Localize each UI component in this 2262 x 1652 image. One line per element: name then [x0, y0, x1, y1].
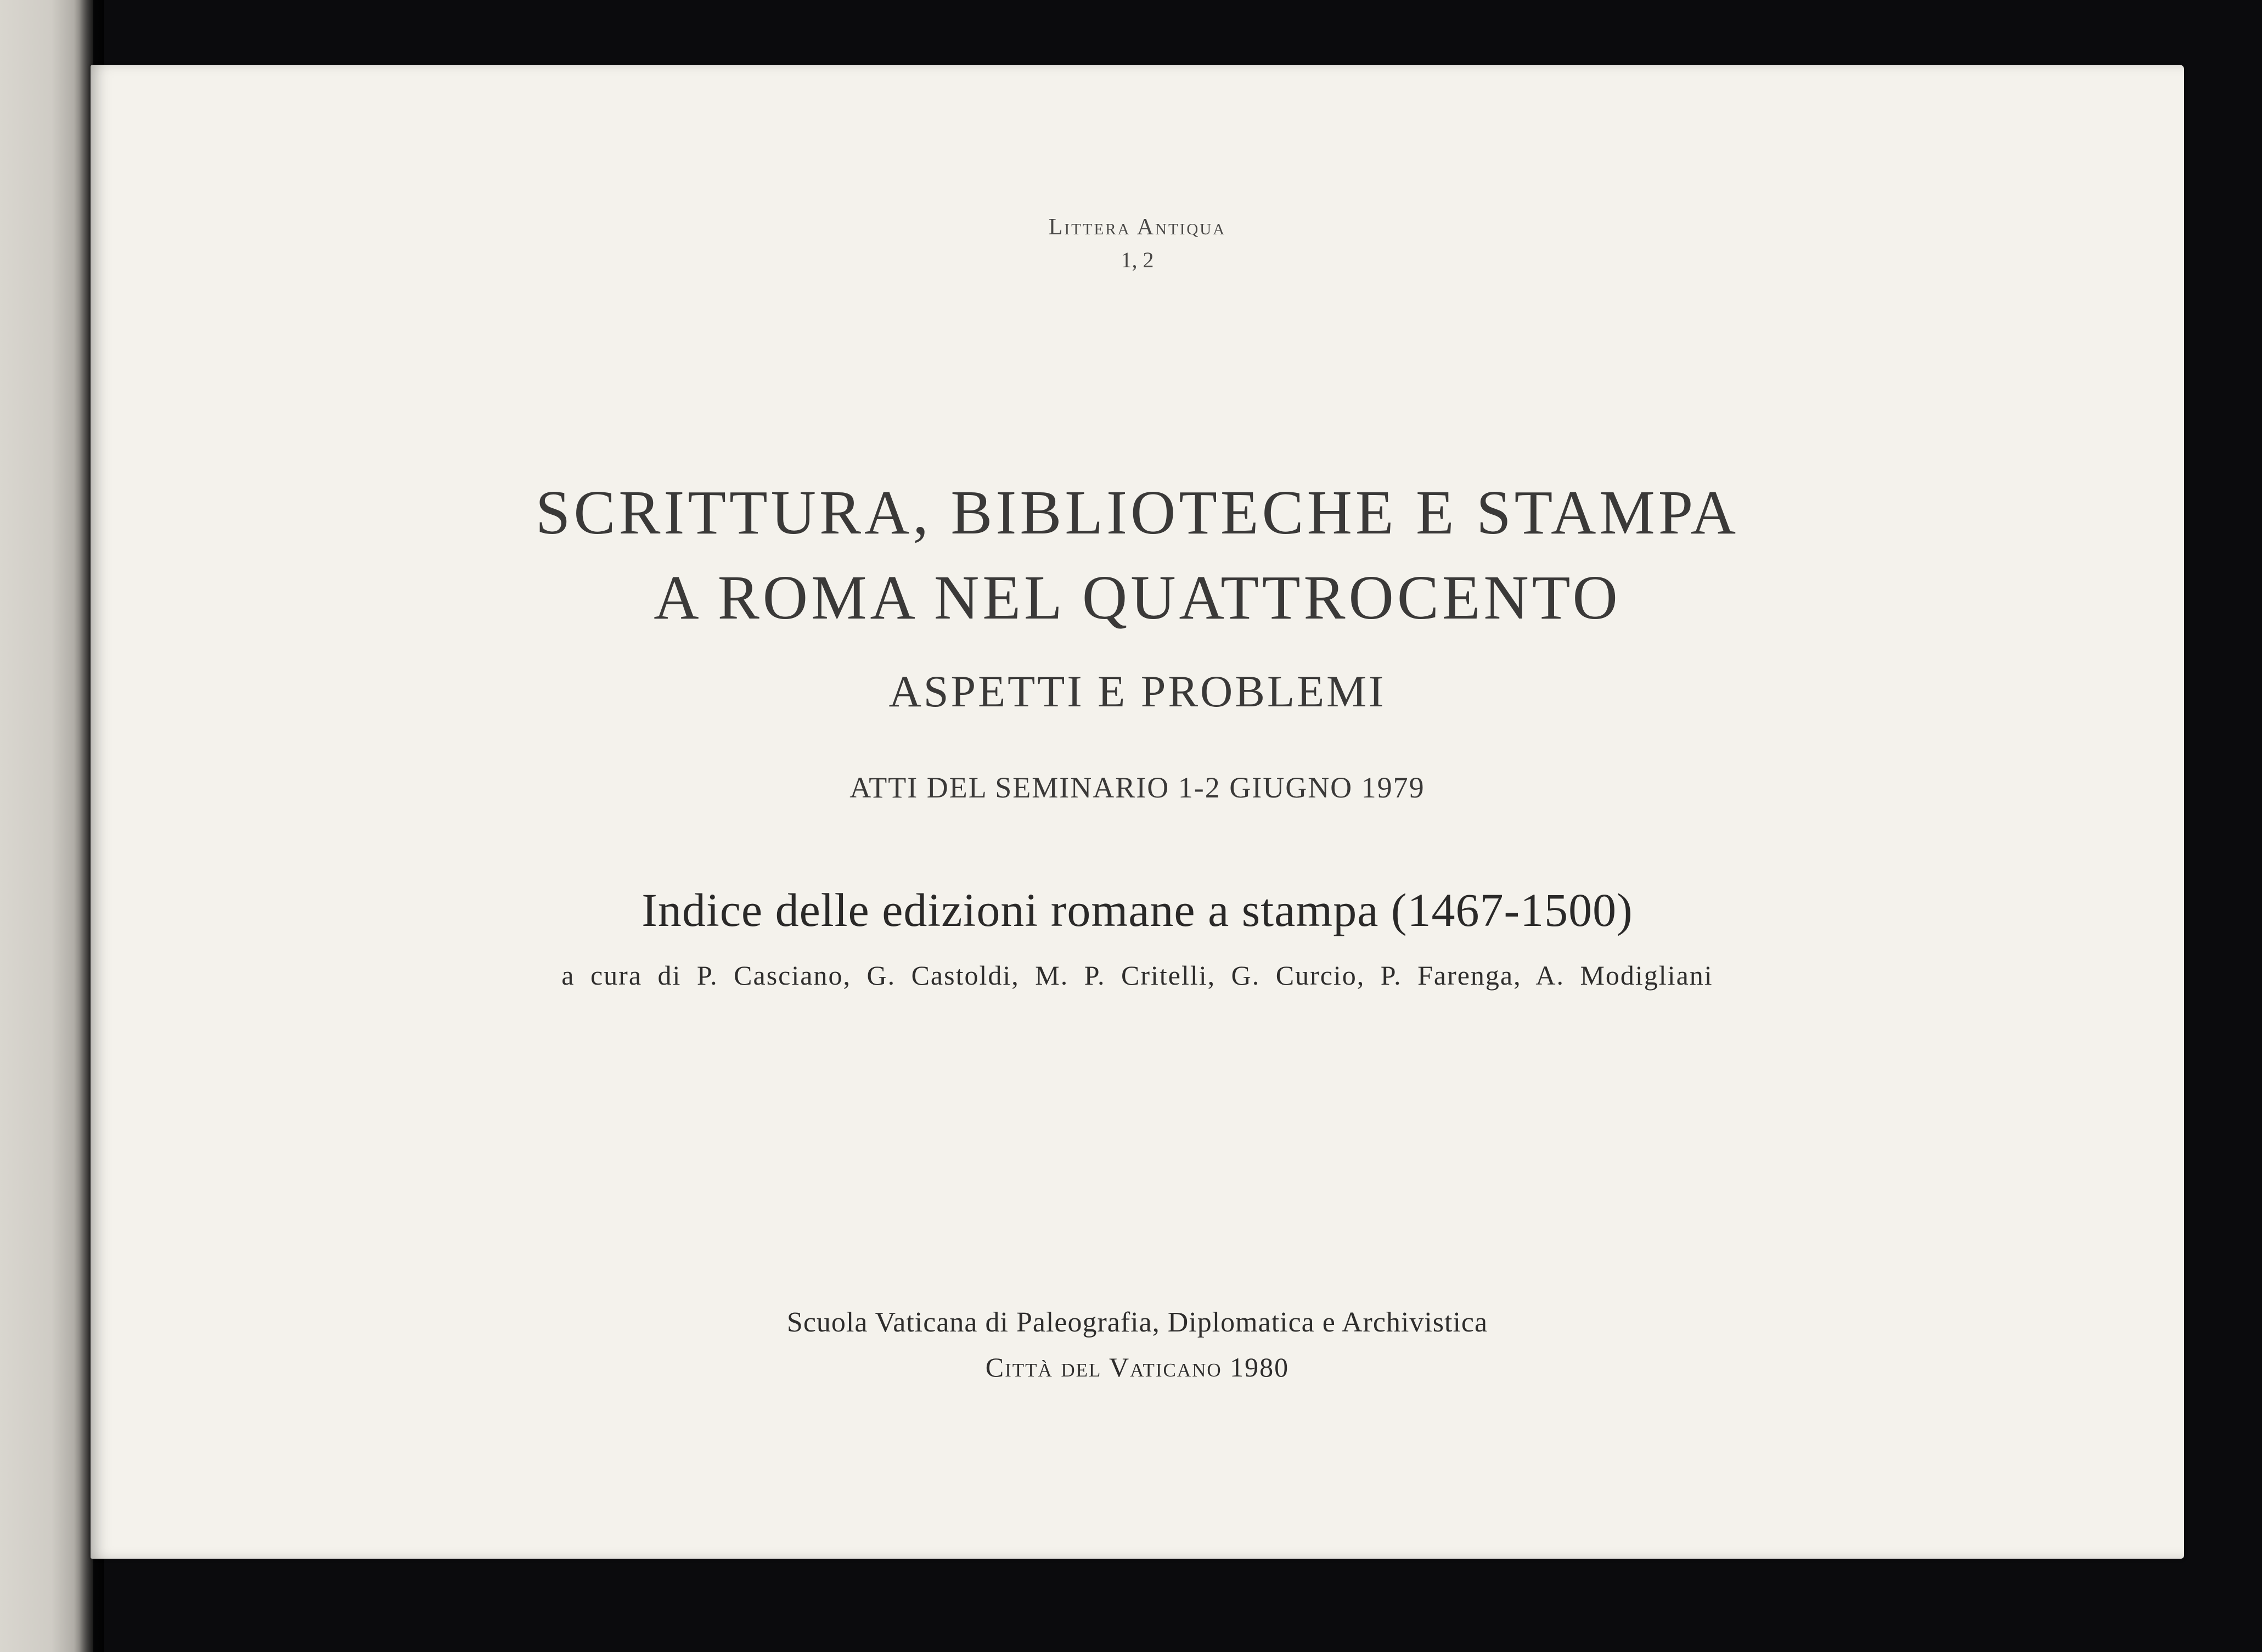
series-name: Littera Antiqua [1048, 215, 1226, 240]
proceedings-line: ATTI DEL SEMINARIO 1-2 GIUGNO 1979 [849, 771, 1425, 804]
publisher-institution: Scuola Vaticana di Paleografia, Diplomatica e Archivistica [786, 1307, 1488, 1338]
index-title: Indice delle edizioni romane a stampa (1467-1500) [642, 884, 1633, 936]
series-volume: 1, 2 [1121, 248, 1154, 272]
main-title-line-2: A ROMA NEL QUATTROCENTO [654, 563, 1621, 632]
title-page [91, 65, 2184, 1559]
main-title-line-1: SCRITTURA, BIBLIOTECHE E STAMPA [535, 477, 1740, 547]
publisher-place-year: Città del Vaticano 1980 [985, 1352, 1290, 1383]
editors-line: a cura di P. Casciano, G. Castoldi, M. P. Critelli, G. Curcio, P. Farenga, A. Modigliani [561, 960, 1713, 991]
subtitle: ASPETTI E PROBLEMI [888, 666, 1386, 716]
